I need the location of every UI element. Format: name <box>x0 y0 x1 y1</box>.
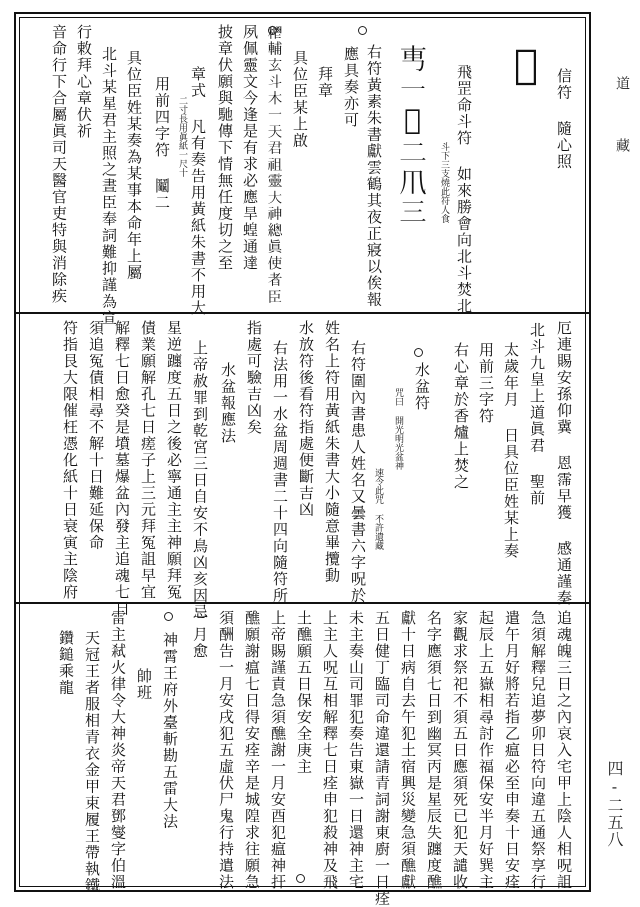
text-column: 章式 凡有奏告用黃紙朱書不用大 <box>189 66 207 317</box>
text-column: 行敕拜心章伏祈 <box>75 24 93 140</box>
text-column: 水放符後看符指處便斷吉凶 <box>297 320 315 518</box>
annotation-column: 斗下三支燒此符人食 <box>439 142 449 223</box>
text-column: 用前四字符 鬮二 <box>153 76 171 211</box>
text-column: 水盆符 <box>413 362 431 412</box>
text-column: 上帝赦罪到乾宮三日自安不鳥凶亥因忌 <box>191 340 209 621</box>
text-column: 右法用一水盆周週書二十四向隨符所 <box>271 340 289 604</box>
text-column: 應具奏亦可 <box>342 46 360 129</box>
text-column: 須追冤債相尋不解十日難延保命 <box>87 320 105 551</box>
text-column: 追魂魄三日之內哀入宅甲上陰人相呪詛 <box>555 610 573 891</box>
collection-label-char: 道 <box>614 76 630 96</box>
text-column: 解釋七日愈癸是墳墓爆盆內發主追魂七日 <box>113 320 131 617</box>
paragraph-marker <box>358 26 367 35</box>
annotation-column: 二寸長用眞紙一尺十 <box>177 96 187 177</box>
text-column: 厄連賜安孫仰冀 恩霈早獲 感通謹奏 <box>555 320 573 607</box>
text-column: 符指艮大限催枉憑化紙十日衰寅主陰府 <box>61 320 79 601</box>
collection-label <box>612 76 632 96</box>
text-column: 信符 隨心照 <box>555 68 573 170</box>
text-column: 太歲年月 日具位臣姓某上奏 <box>502 342 520 560</box>
paragraph-marker <box>164 612 173 621</box>
text-column: 飛罡命斗符 如來勝會向北斗焚北 <box>455 64 473 315</box>
text-column: 鑽鎚乘龍 <box>57 630 75 696</box>
text-column: 具位臣姓某奏為某事本命年上屬 <box>125 50 143 281</box>
paragraph-marker <box>414 348 423 357</box>
text-column: 指處可驗吉凶矣 <box>245 320 263 436</box>
text-column: 北斗九皇上道眞君 聖前 <box>528 322 546 507</box>
text-column: 帥班 <box>135 668 153 701</box>
collection-label <box>612 138 632 158</box>
text-column: 夙佩靈文今逢是有求必應旱蝗通達 <box>241 24 259 272</box>
text-column: 五日健丁臨司命違還請青詞謝東廚一日痊 <box>373 610 391 907</box>
text-column: 須酬告一月安戌犯五虛伏尸鬼行持遣法 <box>217 610 235 891</box>
text-column: 上主人呪互相解釋七日痊申犯殺神及飛 <box>321 610 339 891</box>
text-column: 北斗某星君主照之晝臣奉詞難抑謹為宣 <box>100 46 118 327</box>
text-column: 姓名上符用黃紙朱書大小隨意畢攬動 <box>323 320 341 584</box>
text-column: 債業願解孔七日瘥子上三元拜冤詛早宜 <box>139 320 157 601</box>
text-column: 水盆報應法 <box>219 362 237 445</box>
paragraph-marker <box>268 26 277 35</box>
annotation-column: 速令此咒 不許遺藏 <box>373 468 383 550</box>
text-column: 音命行下合屬眞司天醫官吏特與消除疾 <box>50 24 68 305</box>
text-column: 星逆躔度五日之後必寧通主主神願拜冤 <box>165 320 183 601</box>
panel-bottom <box>24 608 581 907</box>
annotation-column: 咒曰 開光明光盆神 <box>393 388 403 470</box>
text-column: 獻十日病自去午犯土宿興災變急須醮獻 <box>399 610 417 891</box>
collection-label-char: 藏 <box>614 138 630 158</box>
text-column: 未主奏山司罪犯奏告東嶽一日還神主宅 <box>347 610 365 891</box>
panel-top <box>24 22 581 327</box>
text-column: 披章伏願與馳傳下情無任度切之至 <box>216 24 234 272</box>
text-column: 上帝賜謹責急須醮謝一月安酉犯瘟神扞 <box>269 610 287 891</box>
text-column: 右符黃素朱書獻雲鶴其夜正寢以俟報 <box>365 44 383 308</box>
talisman-glyph: 𠃫一𤓰二𤓯三 <box>396 44 429 226</box>
text-column: 具位臣某上啟 <box>291 50 309 149</box>
paragraph-marker <box>296 874 305 883</box>
text-column: 𥠴輔玄斗木一天君祖靈大神總眞使者臣 <box>266 24 284 305</box>
text-column: 家觀求祭祀不須五日應須死已犯天譴收 <box>451 610 469 891</box>
text-column: 醮願謝瘟七日得安痊辛是城隍求往願急 <box>243 610 261 891</box>
panel-middle <box>24 318 581 621</box>
text-column: 右心章於香爐上焚之 <box>452 342 470 491</box>
panel-divider <box>16 602 589 604</box>
panel-divider <box>16 312 589 314</box>
text-column: 用前三字符 <box>477 342 495 425</box>
talisman-glyph: 𠃬 <box>503 42 549 90</box>
text-column: 土醮願五日保安全庚主 <box>295 610 313 775</box>
page-number: 四-二五八 <box>605 760 624 848</box>
text-column: 急須解釋兒追夢卯日符向違五通祭享行 <box>529 610 547 891</box>
text-column: 拜章 <box>316 66 334 99</box>
text-column: 一月愈 <box>191 610 209 660</box>
page-frame <box>14 12 591 907</box>
text-column: 天冠王者服相青衣金甲束履王帶執鐵 <box>83 630 101 894</box>
text-column: 右符圍內書患人姓名又曇書六字呪於 <box>349 340 367 604</box>
text-column: 雷主弒火律令大神炎帝天君鄧燮字伯溫 <box>109 610 127 891</box>
text-column: 神霄王府外臺斬勘五雷大法 <box>161 632 179 830</box>
text-column: 起辰上五嶽相尋討作福保安半月好巽主 <box>477 610 495 891</box>
text-column: 名字應須七日到幽冥丙是星辰失躔度醮 <box>425 610 443 891</box>
text-column: 遣午月好將若指乙瘟必至申奏十日安痊 <box>503 610 521 891</box>
